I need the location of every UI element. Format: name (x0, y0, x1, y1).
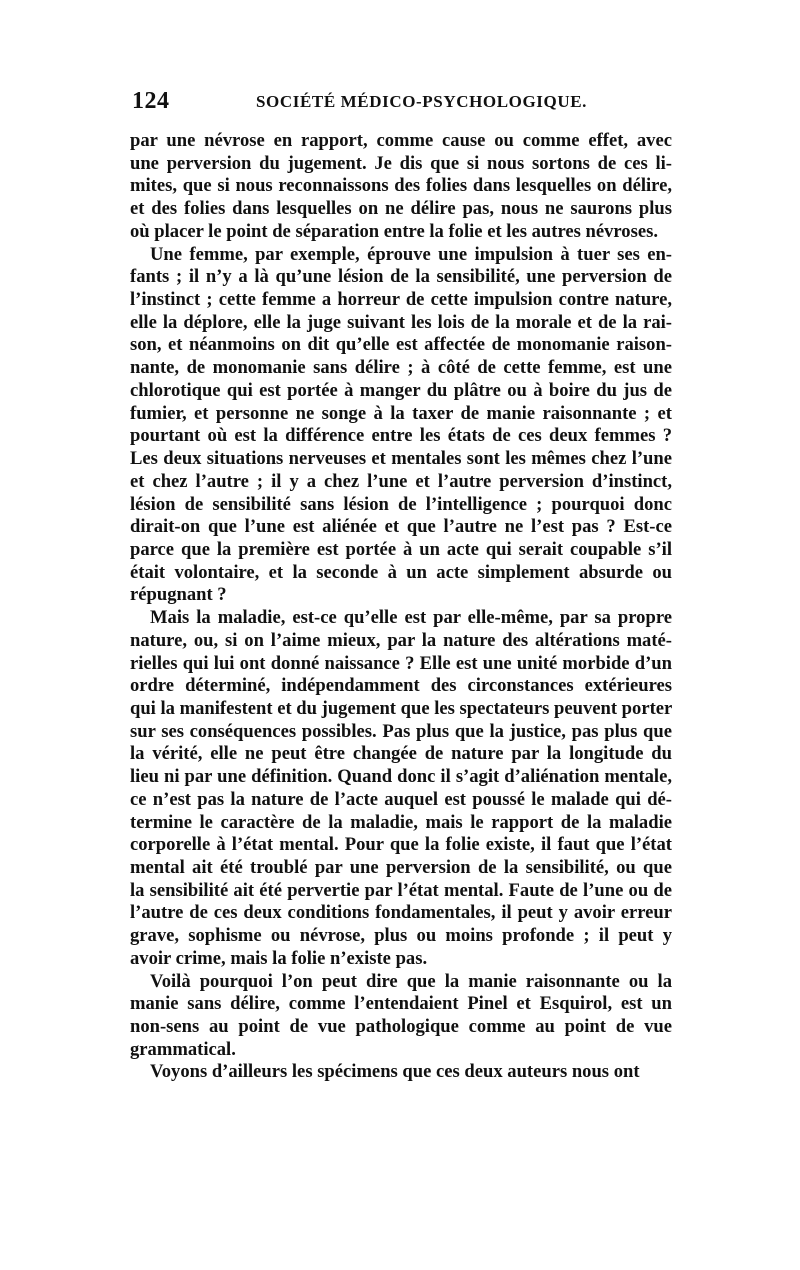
text-line: chlorotique qui est portée à manger du plâtre ou à boire du jus de (130, 379, 672, 401)
text-line: ordre déterminé, indépendamment des circonstances extérieures (130, 675, 672, 697)
text-line: l’autre de ces deux conditions fondamentales, il peut y avoir erreur (130, 902, 672, 924)
text-line: grave, sophisme ou névrose, plus ou moins profonde ; il peut y (130, 925, 672, 947)
text-line: termine le caractère de la maladie, mais le rapport de la maladie (130, 811, 672, 833)
running-head: SOCIÉTÉ MÉDICO-PSYCHOLOGIQUE. (256, 92, 588, 111)
body-text (130, 130, 672, 1084)
text-line: ce n’est pas la nature de l’acte auquel est poussé le malade qui dé- (130, 788, 672, 810)
text-line: lieu ni par une définition. Quand donc il s’agit d’aliénation mentale, (130, 766, 672, 788)
text-line: dirait-on que l’une est aliénée et que l’autre ne l’est pas ? Est-ce (130, 516, 672, 538)
page-header (132, 88, 672, 116)
text-line: lésion de sensibilité sans lésion de l’intelligence ; pourquoi donc (130, 493, 672, 515)
text-line: manie sans délire, comme l’entendaient Pinel et Esquirol, est un (130, 993, 672, 1015)
text-line: Les deux situations nerveuses et mentales sont les mêmes chez l’une (130, 448, 672, 470)
text-line: pourtant où est la différence entre les états de ces deux femmes ? (130, 425, 672, 447)
paragraph (130, 971, 672, 1062)
text-line: par une névrose en rapport, comme cause ou comme effet, avec (130, 130, 672, 151)
text-line: corporelle à l’état mental. Pour que la folie existe, il faut que l’état (130, 834, 672, 856)
text-line: qui la manifestent et du jugement que les spectateurs peuvent porter (130, 697, 673, 719)
text-line: fumier, et personne ne songe à la taxer de manie raisonnante ; et (130, 402, 672, 424)
text-line: son, et néanmoins on dit qu’elle est affectée de monomanie raison- (130, 334, 672, 356)
text-line: nature, ou, si on l’aime mieux, par la nature des altérations maté- (130, 629, 672, 651)
text-line: non-sens au point de vue pathologique comme au point de vue (130, 1016, 672, 1038)
text-line: la sensibilité ait été pervertie par l’état mental. Faute de l’une ou de (130, 879, 672, 901)
text-line: rielles qui lui ont donné naissance ? Elle est une unité morbide d’un (130, 652, 672, 674)
text-line: Une femme, par exemple, éprouve une impulsion à tuer ses en- (150, 243, 672, 265)
text-line: mental ait été troublé par une perversion de la sensibilité, ou que (130, 857, 672, 878)
text-line: sur ses conséquences possibles. Pas plus que la justice, pas plus que (130, 720, 672, 742)
text-line: et chez l’autre ; il y a chez l’une et l’autre perversion d’instinct, (130, 470, 672, 492)
paragraph (130, 607, 672, 971)
text-line: Voyons d’ailleurs les spécimens que ces deux auteurs nous ont (150, 1061, 640, 1083)
text-line: avoir crime, mais la folie n’existe pas. (130, 947, 428, 969)
text-line: où placer le point de séparation entre la folie et les autres névroses. (130, 220, 658, 242)
text-line: grammatical. (130, 1038, 236, 1060)
text-line: mites, que si nous reconnaissons des folies dans lesquelles on délire, (130, 175, 672, 197)
page-number: 124 (132, 88, 170, 114)
text-line: une perversion du jugement. Je dis que si nous sortons de ces li- (130, 152, 672, 174)
paragraph (130, 244, 672, 608)
text-line: la vérité, elle ne peut être changée de nature par la longitude du (130, 743, 672, 765)
paragraph (130, 130, 672, 244)
text-line: et des folies dans lesquelles on ne délire pas, nous ne saurons plus (130, 198, 672, 220)
text-line: fants ; il n’y a là qu’une lésion de la sensibilité, une perversion de (130, 266, 672, 288)
text-line: était volontaire, et la seconde à un acte simplement absurde ou (130, 561, 672, 583)
text-line: elle la déplore, elle la juge suivant les lois de la morale et de la rai- (130, 311, 672, 333)
text-line: nante, de monomanie sans délire ; à côté de cette femme, est une (130, 357, 672, 379)
text-line: Voilà pourquoi l’on peut dire que la manie raisonnante ou la (150, 970, 672, 992)
text-line: Mais la maladie, est-ce qu’elle est par elle-même, par sa propre (150, 607, 672, 629)
text-line: l’instinct ; cette femme a horreur de cette impulsion contre nature, (130, 289, 672, 311)
text-line: répugnant ? (130, 584, 227, 606)
paragraph (130, 1061, 672, 1084)
text-line: parce que la première est portée à un acte qui serait coupable s’il (130, 538, 672, 560)
